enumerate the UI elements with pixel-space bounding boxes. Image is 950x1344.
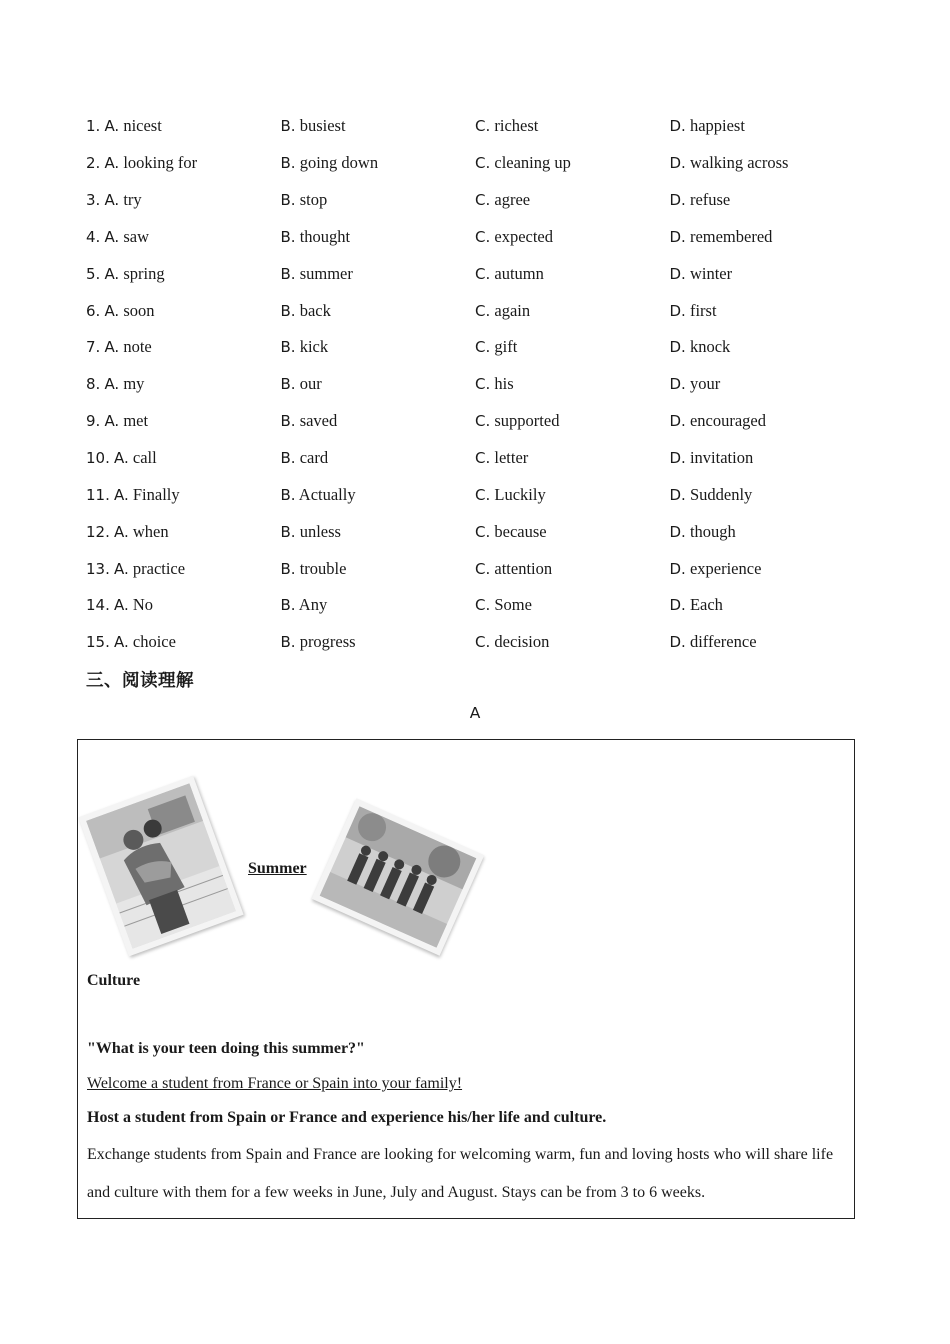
option-text: letter (494, 448, 529, 468)
option-text: practice (132, 558, 186, 578)
option-text: autumn (494, 263, 544, 283)
ad-host-line: Host a student from Spain or France and experience his/her life and culture. (87, 1109, 607, 1126)
option-letter: C. (475, 301, 491, 320)
option-a (86, 116, 281, 136)
question-number: 1. (86, 117, 101, 136)
option-text: looking for (123, 153, 198, 173)
option-letter: B. (280, 264, 296, 283)
option-letter: D. (669, 154, 686, 173)
option-letter: D. (669, 227, 686, 246)
option-b (281, 264, 476, 284)
option-text: No (132, 595, 154, 615)
option-text: richest (494, 116, 539, 136)
option-b (281, 374, 476, 394)
option-text: Suddenly (689, 484, 753, 504)
option-a (86, 153, 281, 173)
option-letter: B. (280, 633, 296, 652)
question-row (86, 292, 866, 329)
option-text: back (299, 300, 331, 320)
option-d (670, 595, 865, 615)
option-text: walking across (689, 153, 789, 173)
option-text: your (689, 374, 721, 394)
option-text: Any (298, 595, 328, 615)
option-text: going down (299, 153, 379, 173)
question-number: 10. (86, 449, 110, 468)
passage-label: A (469, 704, 481, 722)
option-letter: B. (280, 449, 296, 468)
option-text: agree (494, 190, 531, 210)
option-letter: A. (104, 154, 120, 173)
option-text: expected (494, 226, 554, 246)
option-letter: B. (280, 191, 296, 210)
option-letter: A. (113, 633, 129, 652)
option-letter: D. (669, 522, 686, 541)
option-c (475, 448, 670, 468)
question-number: 11. (86, 485, 110, 504)
option-letter: A. (104, 227, 120, 246)
question-row (86, 476, 866, 513)
option-b (281, 485, 476, 505)
option-a (86, 595, 281, 615)
option-text: saw (123, 226, 149, 246)
option-text: first (689, 300, 717, 320)
question-row (86, 403, 866, 440)
option-c (475, 411, 670, 431)
option-text: difference (689, 632, 757, 652)
option-text: again (494, 300, 531, 320)
option-a (86, 374, 281, 394)
advertisement-box (77, 739, 855, 1219)
question-number: 3. (86, 191, 101, 210)
option-a (86, 522, 281, 542)
option-letter: D. (669, 338, 686, 357)
option-a (86, 559, 281, 579)
option-letter: B. (280, 227, 296, 246)
option-letter: C. (475, 559, 491, 578)
option-letter: B. (280, 522, 296, 541)
option-d (670, 411, 865, 431)
option-text: Actually (298, 484, 356, 504)
question-number: 2. (86, 154, 101, 173)
option-c (475, 337, 670, 357)
option-text: his (494, 374, 514, 394)
question-number: 12. (86, 522, 110, 541)
option-text: cleaning up (494, 153, 571, 173)
option-letter: A. (113, 596, 129, 615)
option-letter: C. (475, 412, 491, 431)
option-letter: C. (475, 522, 491, 541)
option-b (281, 116, 476, 136)
option-a (86, 632, 281, 652)
option-b (281, 522, 476, 542)
option-b (281, 301, 476, 321)
ad-welcome-line: Welcome a student from France or Spain into your family! (87, 1075, 463, 1092)
option-c (475, 264, 670, 284)
option-c (475, 190, 670, 210)
option-text: trouble (299, 558, 347, 578)
option-c (475, 227, 670, 247)
option-letter: C. (475, 338, 491, 357)
question-number: 7. (86, 338, 101, 357)
option-text: knock (689, 337, 731, 357)
option-b (281, 411, 476, 431)
question-number: 5. (86, 264, 101, 283)
option-letter: A. (104, 338, 120, 357)
option-letter: A. (104, 191, 120, 210)
option-letter: D. (669, 375, 686, 394)
option-letter: C. (475, 633, 491, 652)
option-text: choice (132, 632, 176, 652)
option-a (86, 337, 281, 357)
option-letter: D. (669, 485, 686, 504)
option-letter: B. (280, 301, 296, 320)
option-a (86, 448, 281, 468)
option-letter: A. (104, 264, 120, 283)
option-text: kick (299, 337, 329, 357)
option-text: encouraged (689, 411, 766, 431)
option-text: happiest (689, 116, 745, 136)
question-row (86, 182, 866, 219)
question-row (86, 255, 866, 292)
question-row (86, 145, 866, 182)
option-letter: A. (104, 301, 120, 320)
option-d (670, 190, 865, 210)
option-letter: A. (113, 559, 129, 578)
option-d (670, 448, 865, 468)
option-letter: B. (280, 117, 296, 136)
option-letter: A. (113, 485, 129, 504)
option-letter: D. (669, 412, 686, 431)
question-row (86, 550, 866, 587)
option-text: spring (123, 263, 165, 283)
option-b (281, 227, 476, 247)
question-number: 6. (86, 301, 101, 320)
option-text: Each (689, 595, 723, 615)
option-c (475, 559, 670, 579)
question-row (86, 219, 866, 256)
option-b (281, 337, 476, 357)
option-text: supported (494, 411, 560, 431)
option-text: call (132, 448, 157, 468)
option-d (670, 559, 865, 579)
option-text: met (123, 411, 149, 431)
option-text: Luckily (494, 484, 546, 504)
option-letter: A. (113, 522, 129, 541)
option-d (670, 227, 865, 247)
option-letter: C. (475, 449, 491, 468)
option-letter: A. (113, 449, 129, 468)
question-number: 4. (86, 227, 101, 246)
option-letter: C. (475, 375, 491, 394)
option-letter: C. (475, 117, 491, 136)
option-d (670, 116, 865, 136)
group-photo (312, 798, 485, 955)
option-c (475, 632, 670, 652)
question-row (86, 513, 866, 550)
option-text: thought (299, 226, 351, 246)
option-d (670, 522, 865, 542)
question-number: 13. (86, 559, 110, 578)
option-text: remembered (689, 226, 773, 246)
option-d (670, 301, 865, 321)
question-number: 9. (86, 412, 101, 431)
option-letter: C. (475, 596, 491, 615)
option-d (670, 374, 865, 394)
option-text: winter (689, 263, 733, 283)
option-c (475, 116, 670, 136)
option-c (475, 374, 670, 394)
option-b (281, 595, 476, 615)
option-d (670, 153, 865, 173)
option-c (475, 153, 670, 173)
family-photo (78, 776, 243, 957)
option-letter: B. (280, 485, 296, 504)
option-letter: C. (475, 154, 491, 173)
option-c (475, 522, 670, 542)
ad-body-paragraph: Exchange students from Spain and France are looking for welcoming warm, fun and loving hosts who will share life and culture with them for a few weeks in June, July and August. Stays can be from 3 to 6 weeks. (87, 1146, 834, 1201)
option-letter: C. (475, 485, 491, 504)
option-letter: B. (280, 338, 296, 357)
option-c (475, 595, 670, 615)
option-b (281, 632, 476, 652)
option-letter: C. (475, 227, 491, 246)
option-letter: D. (669, 559, 686, 578)
option-text: decision (494, 632, 550, 652)
option-text: Finally (132, 484, 180, 504)
option-a (86, 227, 281, 247)
option-text: though (689, 521, 736, 541)
option-text: unless (299, 521, 341, 541)
option-c (475, 301, 670, 321)
option-a (86, 190, 281, 210)
question-row (86, 329, 866, 366)
option-a (86, 411, 281, 431)
question-row (86, 587, 866, 624)
option-letter: A. (104, 375, 120, 394)
question-row (86, 366, 866, 403)
ad-summer-heading: Summer (248, 860, 307, 877)
option-letter: B. (280, 596, 296, 615)
option-text: nicest (123, 116, 162, 136)
option-letter: D. (669, 301, 686, 320)
option-text: saved (299, 411, 338, 431)
option-text: my (123, 374, 145, 394)
option-letter: C. (475, 191, 491, 210)
option-text: busiest (299, 116, 346, 136)
option-letter: D. (669, 596, 686, 615)
option-a (86, 264, 281, 284)
option-text: attention (494, 558, 553, 578)
option-b (281, 190, 476, 210)
option-letter: D. (669, 449, 686, 468)
option-text: soon (123, 300, 155, 320)
option-letter: C. (475, 264, 491, 283)
option-text: stop (299, 190, 328, 210)
option-text: card (299, 448, 329, 468)
option-text: invitation (689, 448, 754, 468)
option-text: experience (689, 558, 762, 578)
option-d (670, 632, 865, 652)
option-letter: D. (669, 191, 686, 210)
option-text: Some (494, 595, 532, 615)
option-letter: D. (669, 117, 686, 136)
option-b (281, 559, 476, 579)
option-text: progress (299, 632, 356, 652)
option-d (670, 264, 865, 284)
option-letter: D. (669, 264, 686, 283)
question-row (86, 108, 866, 145)
option-text: our (299, 374, 322, 394)
option-text: when (132, 521, 169, 541)
option-a (86, 485, 281, 505)
option-text: note (123, 337, 152, 357)
option-d (670, 485, 865, 505)
question-row (86, 440, 866, 477)
ad-question: "What is your teen doing this summer?" (87, 1040, 365, 1057)
option-letter: B. (280, 559, 296, 578)
question-number: 15. (86, 633, 110, 652)
option-b (281, 153, 476, 173)
question-number: 8. (86, 375, 101, 394)
option-letter: B. (280, 412, 296, 431)
option-text: because (494, 521, 547, 541)
option-c (475, 485, 670, 505)
option-text: gift (494, 337, 518, 357)
question-row (86, 624, 866, 661)
option-text: summer (299, 263, 353, 283)
section-title: 三、阅读理解 (86, 671, 194, 691)
option-letter: A. (104, 412, 120, 431)
option-letter: D. (669, 633, 686, 652)
cloze-options-list (86, 108, 866, 661)
option-text: refuse (689, 190, 731, 210)
question-number: 14. (86, 596, 110, 615)
option-letter: A. (104, 117, 120, 136)
option-letter: B. (280, 154, 296, 173)
option-d (670, 337, 865, 357)
option-a (86, 301, 281, 321)
option-text: try (123, 190, 142, 210)
option-letter: B. (280, 375, 296, 394)
ad-culture-heading: Culture (87, 972, 141, 989)
option-b (281, 448, 476, 468)
